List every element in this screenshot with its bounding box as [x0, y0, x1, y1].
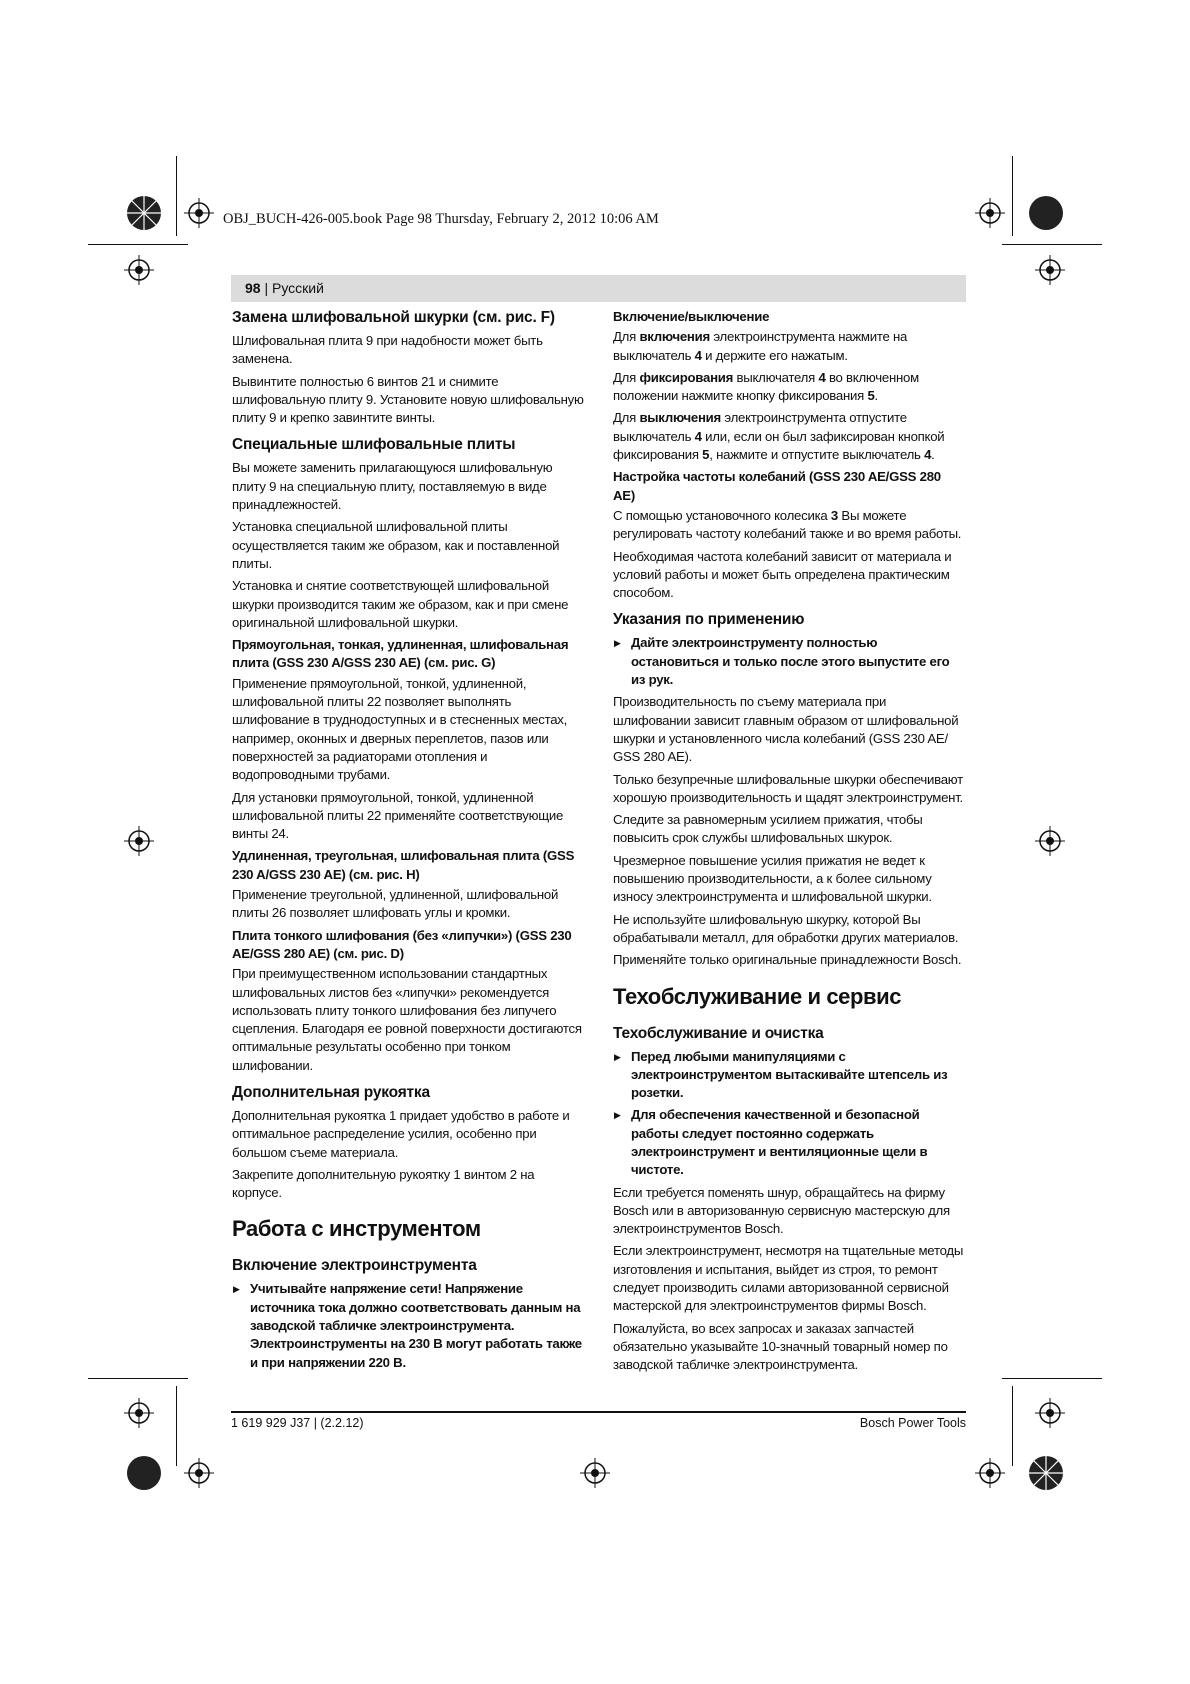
registration-mark-icon: [184, 1458, 214, 1488]
paragraph: Если электроинструмент, несмотря на тщательные методы изготовления и испытания, выйдет из строя, то ремонт следует производить силами авторизованной сервисной мастерской для электроинструментов фирмы Bosch.: [613, 1243, 964, 1314]
paragraph: Для установки прямоугольной, тонкой, удлиненной шлифовальной плиты 22 применяйте соответствующие винты 24.: [232, 789, 564, 842]
print-header: OBJ_BUCH-426-005.book Page 98 Thursday, February 2, 2012 10:06 AM: [223, 211, 659, 227]
bullet-warning: ▶ Дайте электроинструменту полностью остановиться и только после этого выпустите его из рук.: [613, 634, 965, 689]
heading-starting-tool: Включение электроинструмента: [232, 1257, 477, 1275]
subheading-fine-plate: Плита тонкого шлифования (без «липучки») (GSS 230 AE/GSS 280 AE) (см. рис. D): [232, 927, 572, 961]
paragraph: Вы можете заменить прилагающуюся шлифовальную плиту 9 на специальную плиту, поставляемую в виде принадлежностей.: [232, 460, 553, 513]
footer-rule: [231, 1411, 966, 1413]
paragraph: Установка специальной шлифовальной плиты осуществляется таким же образом, как и поставленной плиты.: [232, 519, 560, 571]
registration-mark-icon: [124, 1398, 154, 1428]
paragraph: Необходимая частота колебаний зависит от материала и условий работы и может быть определена практическим способом.: [613, 548, 952, 601]
page-header: [245, 280, 324, 296]
right-column: [613, 308, 965, 1379]
registration-mark-icon: [124, 826, 154, 856]
paragraph: Пожалуйста, во всех запросах и заказах запчастей обязательно указывайте 10-значный товарный номер по заводской табличке электроинструмента.: [613, 1320, 948, 1373]
header-band: [231, 275, 966, 302]
registration-mark-icon: [124, 255, 154, 285]
heading-aux-handle: Дополнительная рукоятка: [232, 1083, 430, 1101]
registration-mark-icon: [580, 1458, 610, 1488]
paragraph: Для включения электроинструмента нажмите на выключатель 4 и держите его нажатым.: [613, 329, 908, 363]
footer-doc-number: 1 619 929 J37 | (2.2.12): [231, 1416, 364, 1430]
heading-sanding-sheet: Замена шлифовальной шкурки (см. рис. F): [232, 309, 555, 326]
paragraph: Дополнительная рукоятка 1 придает удобство в работе и оптимальное распределение усилия, особенно при большом съеме материала.: [232, 1107, 570, 1160]
registration-mark-icon: [1035, 1398, 1065, 1428]
starburst-target-icon: [1028, 1455, 1064, 1491]
subheading-rectangular-plate: Прямоугольная, тонкая, удлиненная, шлифовальная плита (GSS 230 A/GSS 230 AE) (см. рис. G): [232, 637, 569, 671]
heading-maintenance-cleaning: Техобслуживание и очистка: [613, 1024, 824, 1042]
paragraph: Если требуется поменять шнур, обращайтесь на фирму Bosch или в авторизованную сервисную мастерскую для электроинструментов Bosch.: [613, 1184, 950, 1237]
registration-mark-icon: [1035, 826, 1065, 856]
paragraph: С помощью установочного колесика 3 Вы можете регулировать частоту колебаний также и во время работы.: [613, 507, 962, 542]
heading-special-plates: Специальные шлифовальные плиты: [232, 436, 516, 454]
paragraph: Следите за равномерным усилием прижатия, чтобы повысить срок службы шлифовальных шкурок.: [613, 812, 923, 846]
paragraph: Закрепите дополнительную рукоятку 1 винтом 2 на корпусе.: [232, 1166, 535, 1201]
section-title-maintenance: Техобслуживание и сервис: [613, 983, 902, 1009]
paragraph: Применяйте только оригинальные принадлежности Bosch.: [613, 952, 962, 968]
footer-brand: Bosch Power Tools: [859, 1416, 966, 1430]
paragraph: Только безупречные шлифовальные шкурки обеспечивают хорошую производительность и щадят электроинструмент.: [613, 771, 963, 805]
left-column: [232, 308, 584, 1376]
bullet-warning: ▶ Перед любыми манипуляциями с электроинструментом вытаскивайте штепсель из розетки.: [613, 1048, 965, 1103]
solid-target-icon: [126, 1455, 162, 1491]
heading-working-advice: Указания по применению: [613, 611, 805, 629]
header-language: Русский: [272, 280, 324, 296]
registration-mark-icon: [1035, 255, 1065, 285]
bullet-warning: ▶ Для обеспечения качественной и безопасной работы следует постоянно содержать электроинструмент и вентиляционные щели в чистоте.: [613, 1106, 965, 1179]
subheading-triangular-plate: Удлиненная, треугольная, шлифовальная плита (GSS 230 A/GSS 230 AE) (см. рис. H): [232, 848, 575, 882]
registration-mark-icon: [975, 198, 1005, 228]
header-separator: |: [260, 280, 272, 296]
paragraph: Применение треугольной, удлиненной, шлифовальной плиты 26 позволяет шлифовать углы и кромки.: [232, 887, 559, 921]
subheading-orbit-rate: Настройка частоты колебаний (GSS 230 AE/GSS 280 AE): [613, 469, 941, 503]
registration-mark-icon: [184, 198, 214, 228]
paragraph: Установка и снятие соответствующей шлифовальной шкурки производится таким же образом, как и при смене оригинальной шлифовальной шкурки.: [232, 578, 569, 630]
paragraph: Шлифовальная плита 9 при надобности может быть заменена.: [232, 333, 543, 367]
paragraph: Производительность по съему материала при шлифовании зависит главным образом от шлифовальной шкурки и установленного числа колебаний (GSS 230 AE/ GSS 280 AE).: [613, 694, 959, 765]
starburst-target-icon: [126, 195, 162, 231]
page-number: 98: [245, 280, 261, 296]
subheading-on-off: Включение/выключение: [613, 309, 770, 324]
paragraph: Для выключения электроинструмента отпустите выключатель 4 или, если он был зафиксирован кнопкой фиксирования 5, нажмите и отпустите выключатель 4.: [613, 410, 945, 463]
paragraph: При преимущественном использовании стандартных шлифовальных листов без «липучки» рекомендуется использовать плиту тонкого шлифования без липучего сцепления. Благодаря ее ровной поверхности достигаются оптимальные результаты особенно при тонком шлифовании.: [232, 966, 582, 1073]
paragraph: Не используйте шлифовальную шкурку, которой Вы обрабатывали металл, для обработки других материалов.: [613, 911, 959, 945]
section-title-operation: Работа с инструментом: [232, 1216, 481, 1242]
paragraph: Вывинтите полностью 6 винтов 21 и снимите шлифовальную плиту 9. Установите новую шлифовальную плиту 9 и крепко завинтите винты.: [232, 373, 584, 426]
paragraph: Применение прямоугольной, тонкой, удлиненной, шлифовальной плиты 22 позволяет выполнять шлифование в труднодоступных и в стесненных местах, например, оконных и дверных переплетов, пазов или поверхностей за радиаторами отопления и водопроводными трубами.: [232, 675, 568, 783]
solid-target-icon: [1028, 195, 1064, 231]
paragraph: Для фиксирования выключателя 4 во включенном положении нажмите кнопку фиксирования 5.: [613, 369, 919, 404]
bullet-warning: ▶ Учитывайте напряжение сети! Напряжение источника тока должно соответствовать данным на заводской табличке электроинструмента. Электроинструменты на 230 В могут работать также и при напряжении 220 В.: [232, 1280, 584, 1371]
registration-mark-icon: [975, 1458, 1005, 1488]
paragraph: Чрезмерное повышение усилия прижатия не ведет к повышению производительности, а к более сильному износу электроинструмента и шлифовальной шкурки.: [613, 852, 932, 905]
